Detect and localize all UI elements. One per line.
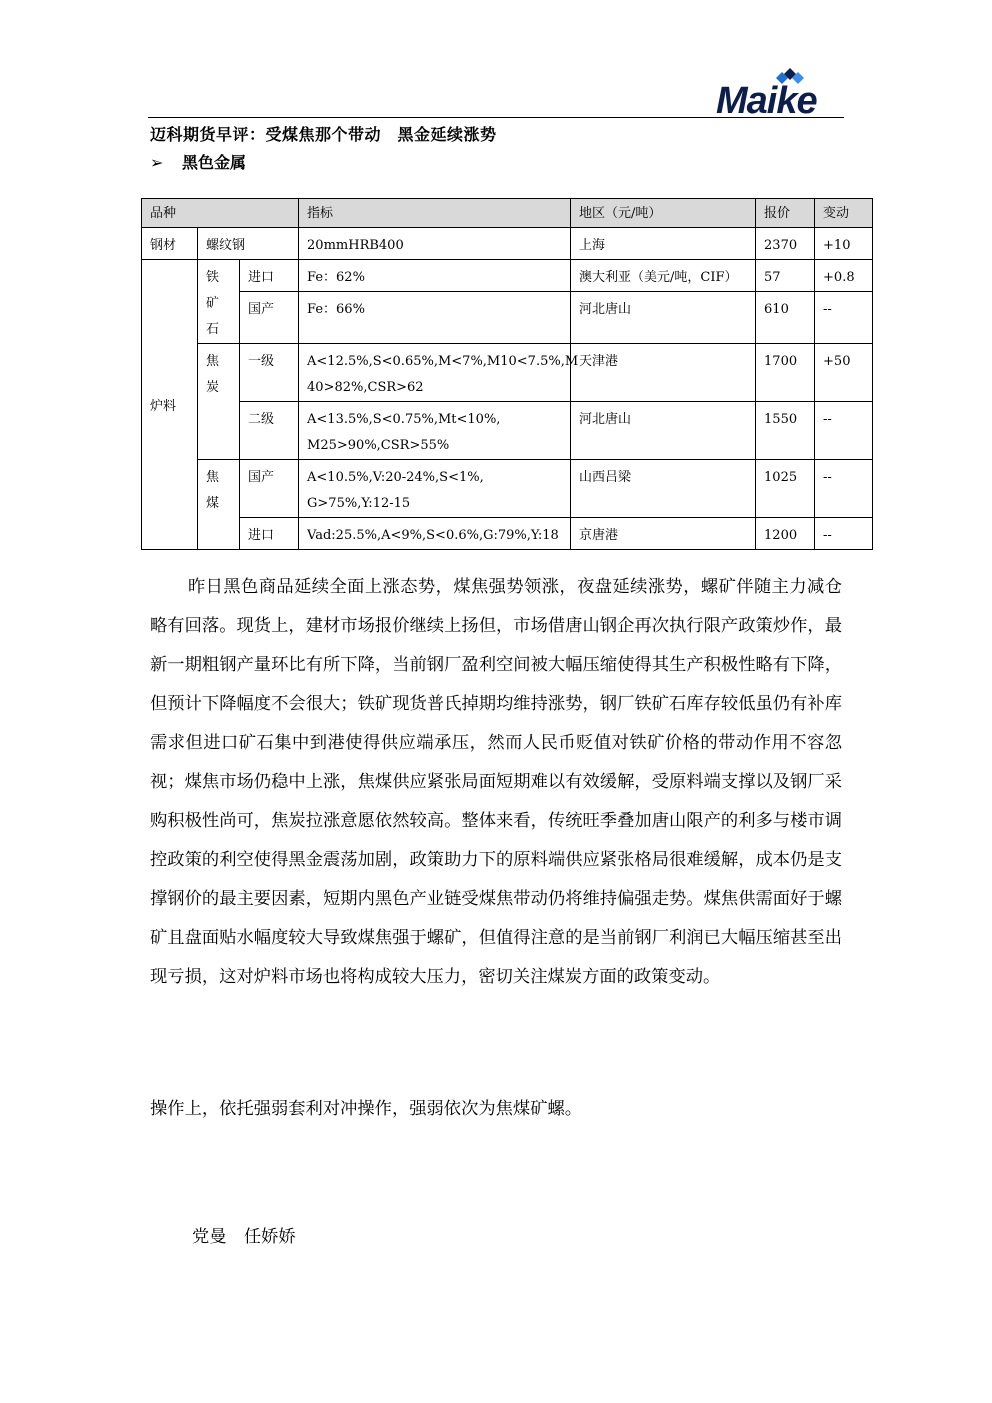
operation-paragraph: 操作上，依托强弱套利对冲操作，强弱依次为焦煤矿螺。 — [150, 1099, 583, 1119]
table-row — [142, 460, 873, 518]
label-char: 煤 — [206, 496, 220, 511]
cell-region: 上海 — [571, 228, 756, 260]
cell-change: -- — [815, 518, 873, 550]
index-line: G>75%,Y:12-15 — [307, 496, 411, 511]
cell-change: +10 — [815, 228, 873, 260]
index-line: 40>82%,CSR>62 — [307, 380, 424, 395]
cell-price: 2370 — [756, 228, 815, 260]
header-variety: 品种 — [142, 199, 299, 228]
cell-change: +50 — [815, 344, 873, 402]
cell-index — [299, 344, 579, 402]
cell-index: Fe：62% — [299, 260, 571, 292]
cell-category: 钢材 — [142, 228, 198, 260]
cell-region: 澳大利亚（美元/吨，CIF） — [571, 260, 756, 292]
cell-kind: 国产 — [240, 460, 299, 518]
cell-region: 河北唐山 — [571, 402, 756, 460]
cell-kind: 二级 — [240, 402, 299, 460]
label-char: 铁 — [206, 270, 220, 285]
table-row — [142, 292, 873, 344]
cell-region: 京唐港 — [571, 518, 756, 550]
cell-price: 610 — [756, 292, 815, 344]
arrow-bullet-icon: ➢ — [150, 153, 164, 172]
cell-region: 山西吕梁 — [571, 460, 756, 518]
maike-logo — [706, 64, 846, 120]
cell-price: 1025 — [756, 460, 815, 518]
section-label: 黑色金属 — [182, 153, 247, 172]
cell-region: 河北唐山 — [571, 292, 756, 344]
label-char: 矿 — [206, 296, 220, 311]
cell-subcategory: 螺纹钢 — [198, 228, 299, 260]
label-char: 石 — [206, 322, 220, 337]
price-table — [141, 198, 873, 550]
index-line: A<12.5%,S<0.65%,M<7%,M10<7.5%,M — [307, 354, 579, 369]
cell-iron-ore-label — [198, 260, 240, 344]
section-heading — [150, 150, 246, 173]
cell-change: -- — [815, 402, 873, 460]
index-line: A<10.5%,V:20-24%,S<1%, — [307, 470, 484, 485]
cell-change: +0.8 — [815, 260, 873, 292]
table-row — [142, 228, 873, 260]
table-header-row — [142, 199, 873, 228]
table-row — [142, 402, 873, 460]
cell-price: 1700 — [756, 344, 815, 402]
cell-index — [299, 402, 571, 460]
label-char: 焦 — [206, 470, 220, 485]
cell-kind: 进口 — [240, 260, 299, 292]
label-char: 炭 — [206, 380, 220, 395]
cell-region: 天津港 — [571, 344, 756, 402]
table-row — [142, 344, 873, 402]
index-line: M25>90%,CSR>55% — [307, 438, 450, 453]
cell-change: -- — [815, 460, 873, 518]
cell-index: Vad:25.5%,A<9%,S<0.6%,G:79%,Y:18 — [299, 518, 571, 550]
cell-coking-coal-label — [198, 460, 240, 550]
cell-coke-label — [198, 344, 240, 460]
cell-price: 1550 — [756, 402, 815, 460]
logo-text: Maike — [716, 80, 817, 122]
cell-furnace-label: 炉料 — [142, 260, 198, 550]
cell-index: Fe：66% — [299, 292, 571, 344]
header-rule — [148, 117, 844, 118]
header-index: 指标 — [299, 199, 571, 228]
cell-price: 1200 — [756, 518, 815, 550]
header-price: 报价 — [756, 199, 815, 228]
cell-kind: 进口 — [240, 518, 299, 550]
table-row — [142, 518, 873, 550]
header-region: 地区（元/吨） — [571, 199, 756, 228]
body-paragraph: 昨日黑色商品延续全面上涨态势，煤焦强势领涨，夜盘延续涨势，螺矿伴随主力减仓略有回落。现货上，建材市场报价继续上扬但，市场借唐山钢企再次执行限产政策炒作，最新一期粗钢产量环比有所下降，当前钢厂盈利空间被大幅压缩使得其生产积极性略有下降，但预计下降幅度不会很大；铁矿现货普氏掉期均维持涨势，钢厂铁矿石库存较低虽仍有补库需求但进口矿石集中到港使得供应端承压，然而人民币贬值对铁矿价格的带动作用不容忽视；煤焦市场仍稳中上涨，焦煤供应紧张局面短期难以有效缓解，受原料端支撑以及钢厂采购积极性尚可，焦炭拉涨意愿依然较高。整体来看，传统旺季叠加唐山限产的利多与楼市调控政策的利空使得黑金震荡加剧，政策助力下的原料端供应紧张格局很难缓解，成本仍是支撑钢价的最主要因素，短期内黑色产业链受煤焦带动仍将维持偏强走势。煤焦供需面好于螺矿且盘面贴水幅度较大导致煤焦强于螺矿，但值得注意的是当前钢厂利润已大幅压缩甚至出现亏损，这对炉料市场也将构成较大压力，密切关注煤炭方面的政策变动。 — [150, 577, 842, 987]
label-char: 焦 — [206, 354, 220, 369]
authors: 党曼 任娇娇 — [192, 1227, 296, 1247]
cell-index: 20mmHRB400 — [299, 228, 571, 260]
cell-index — [299, 460, 571, 518]
header-change: 变动 — [815, 199, 873, 228]
report-title: 迈科期货早评：受煤焦那个带动 黑金延续涨势 — [150, 125, 497, 144]
table-row — [142, 260, 873, 292]
cell-kind: 一级 — [240, 344, 299, 402]
index-line: A<13.5%,S<0.75%,Mt<10%, — [307, 412, 501, 427]
cell-kind: 国产 — [240, 292, 299, 344]
cell-change: -- — [815, 292, 873, 344]
cell-price: 57 — [756, 260, 815, 292]
